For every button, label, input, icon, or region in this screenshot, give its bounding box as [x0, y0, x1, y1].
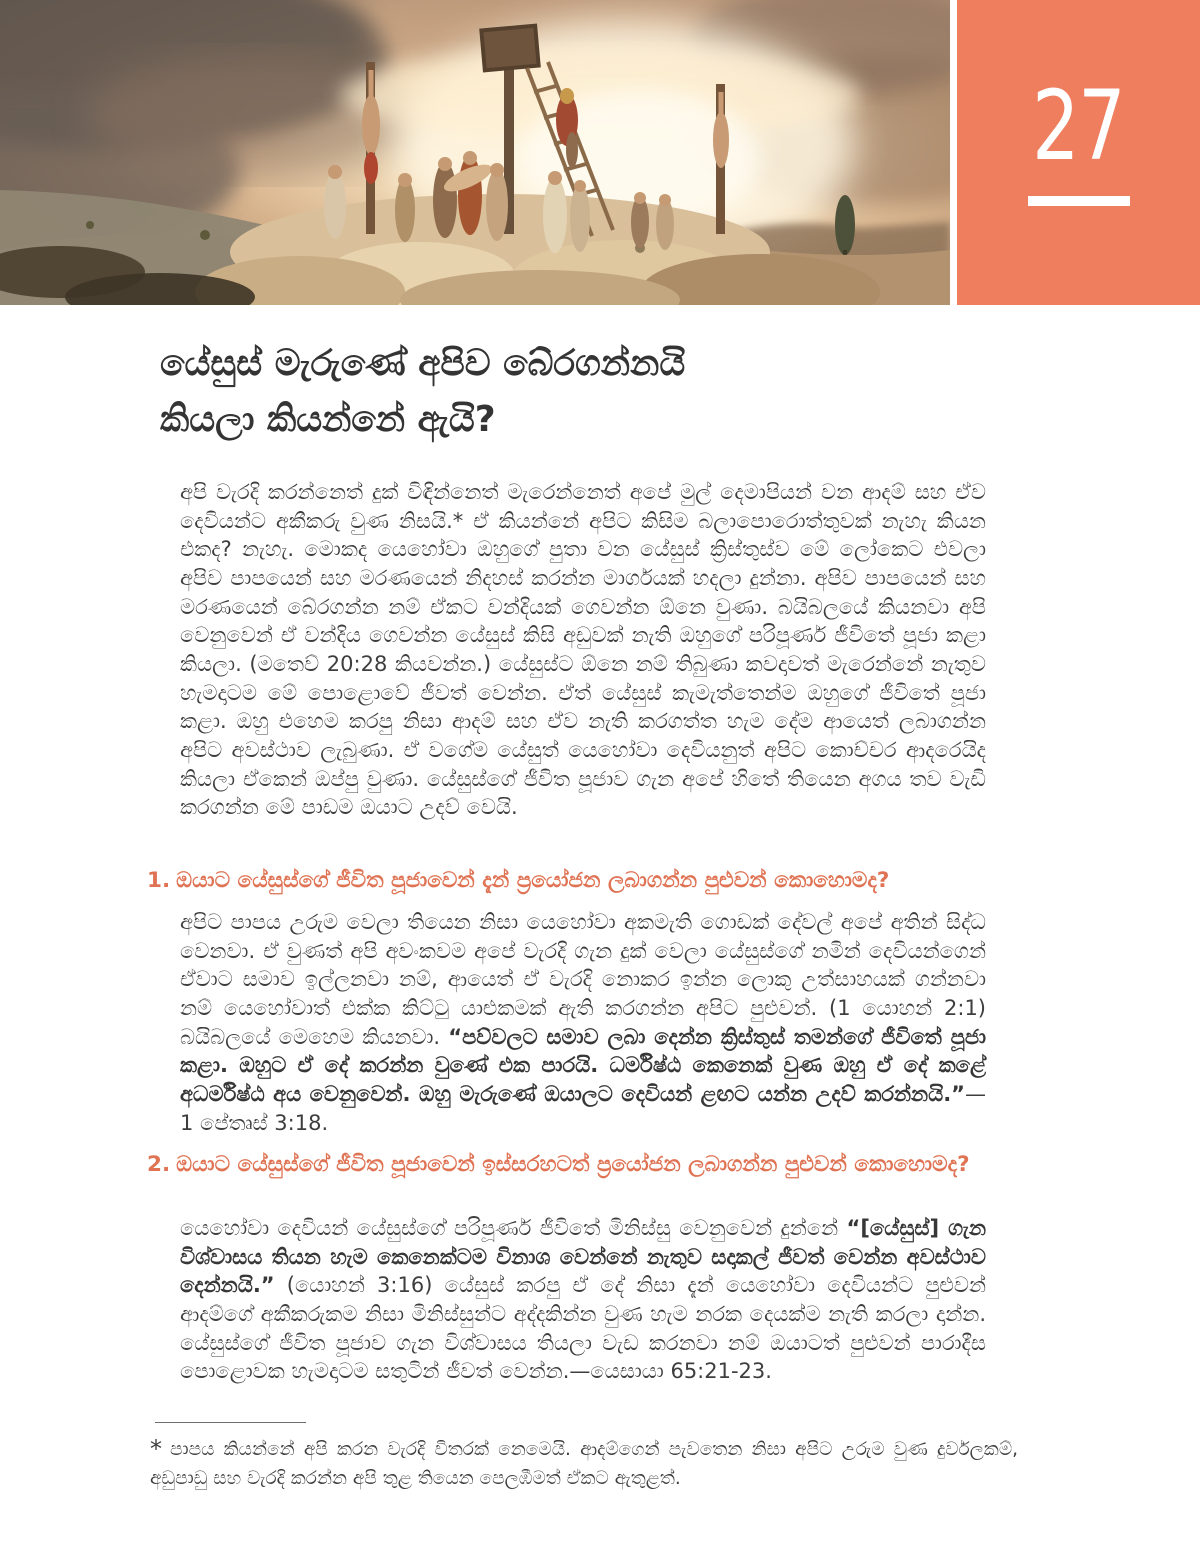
page-title-line1: යේසුස් මැරුණේ අපිව බේරගන්නයි: [160, 343, 686, 384]
question-2-heading: [147, 1150, 1025, 1179]
question-2-text: ඔයාට යේසුස්ගේ ජීවිත පූජාවෙන් ඉස්සරහටත් ප්‍රයෝජන ලබාගන්න පුළුවන් කොහොමද?: [176, 1152, 970, 1177]
answer-paragraph-1: අපිට පාපය උරුම වෙලා තියෙන නිසා යෙහෝවා අකමැති ගොඩක් දේවල් අපේ අතින් සිද්ධ වෙනවා. ඒ වුණත් අපි අවංකවම අපේ වැරදි ගැන දුක් වෙලා යේසුස්ගේ නමින් දෙවියන්ගෙන් ඒවාට සමාව ඉල්ලනවා නම්, ආයෙත් ඒ වැරදි නොකර ඉන්න ලොකු උත්සාහයක් ගන්නවා නම් යෙහෝවාත් එක්ක කිට්ටු යාළුකමක් ඇති කරගන්න අපිට පුළුවන්. (1 යොහන් 2:1) බයිබලයේ මෙහෙම කියනවා. “පව්වලට සමාව ලබා දෙන්න ක්‍රිස්තුස් තමන්ගේ ජීවිතේ පූජා කළා. ඔහුට ඒ දේ කරන්න වුණේ එක පාරයි. ධර්මිෂ්ඨ කෙනෙක් වුණ ඔහු ඒ දේ කළේ අධර්මිෂ්ඨ අය වෙනුවෙන්. ඔහු මැරුණේ ඔයාලට දෙවියන් ළඟට යන්න උදව් කරන්නයි.”—1 පේතෘස් 3:18.: [180, 910, 986, 1135]
question-1-text: ඔයාට යේසුස්ගේ ජීවිත පූජාවෙන් දැන් ප්‍රයෝජන ලබාගන්න පුළුවන් කොහොමද?: [176, 868, 890, 893]
question-1-number: 1.: [147, 868, 171, 893]
question-2-number: 2.: [147, 1152, 171, 1177]
footnote-asterisk: *: [150, 1435, 162, 1463]
chapter-number: 27: [1032, 70, 1125, 182]
footnote-divider: [155, 1422, 306, 1423]
page-title: [160, 336, 990, 448]
footnote-text: පාපය කියන්නේ අපි කරන වැරදි විතරක් නෙමෙයි. ආදම්ගෙන් පැවතෙන නිසා අපිට උරුම වුණ දුර්වලකම්, අඩුපාඩු සහ වැරදි කරන්න අපි තුළ තියෙන පෙලඹීමත් ඒකට ඇතුළත්.: [150, 1439, 1018, 1490]
answer-paragraph-2: යෙහෝවා දෙවියන් යේසුස්ගේ පරිපූර්ණ ජීවිතේ මිනිස්සු වෙනුවෙන් දුන්නේ “[යේසුස්] ගැන විශ්වාසය තියන හැම කෙනෙක්ටම විනාශ වෙන්නේ නැතුව සදාකල් ජීවත් වෙන්න අවස්ථාව දෙන්නයි.” (යොහන් 3:16) යේසුස් කරපු ඒ දේ නිසා දැන් යෙහෝවා දෙවියන්ට පුළුවන් ආදම්ගේ අකීකරුකම නිසා මිනිස්සුන්ට අද්දකින්න වුණ හැම නරක දෙයක්ම නැති කරලා දාන්න. යේසුස්ගේ ජීවිත පූජාව ගැන විශ්වාසය තියලා වැඩ කරනවා නම් ඔයාටත් පුළුවන් පාරාදීස පොළොවක හැමදාටම සතුටින් ජීවත් වෙන්න.—යෙසායා 65:21-23.: [180, 1216, 986, 1384]
question-1-heading: [147, 866, 1025, 895]
intro-paragraph: අපි වැරදි කරන්නෙත් දුක් විඳින්නෙත් මැරෙන්නෙත් අපේ මුල් දෙමාපියන් වන ආදම් සහ ඒව දෙවියන්ට අකීකරු වුණ නිසයි.* ඒ කියන්නේ අපිට කිසිම බලාපොරොත්තුවක් නැහැ කියන එකද? නැහැ. මොකද යෙහෝවා ඔහුගේ පුතා වන යේසුස් ක්‍රිස්තුස්ව මේ ලෝකෙට එවලා අපිව පාපයෙන් සහ මරණයෙන් නිදහස් කරන්න මාර්ගයක් හදලා දුන්නා. අපිව පාපයෙන් සහ මරණයෙන් බේරගන්න නම් ඒකට වන්දියක් ගෙවන්න ඕනෙ වුණා. බයිබලයේ කියනවා අපි වෙනුවෙන් ඒ වන්දිය ගෙවන්න යේසුස් කිසි අඩුවක් නැති ඔහුගේ පරිපූර්ණ ජීවිතේ පූජා කළා කියලා. (මතෙව් 20:28 කියවන්න.) යේසුස්ට ඕනෙ නම් තිබුණා කවදාවත් මැරෙන්නේ නැතුව හැමදාටම මේ පොළොවේ ජීවත් වෙන්න. ඒත් යේසුස් කැමැත්තෙන්ම ඔහුගේ ජීවිතේ පූජා කළා. ඔහු එහෙම කරපු නිසා ආදම් සහ ඒව නැති කරගත්ත හැම දේම ආයෙත් ලබාගන්න අපිට අවස්ථාව ලැබුණා. ඒ වගේම යේසුත් යෙහෝවා දෙවියනුත් අපිට කොච්චර ආදරෙයිද කියලා ඒකෙන් ඔප්පු වුණා. යේසුස්ගේ ජීවිත පූජාව ගැන අපේ හිතේ තියෙන අගය තව වැඩි කරගන්න මේ පාඩම ඔයාට උදව් වෙයි.: [180, 480, 986, 820]
crucifixion-scene-illustration: [0, 0, 950, 305]
footnote: [150, 1432, 1018, 1492]
hero-image: [0, 0, 950, 305]
chapter-underline: [1028, 196, 1130, 206]
page-title-line2: කියලා කියන්නේ ඇයි?: [160, 398, 496, 440]
chapter-number-block: [957, 0, 1200, 305]
